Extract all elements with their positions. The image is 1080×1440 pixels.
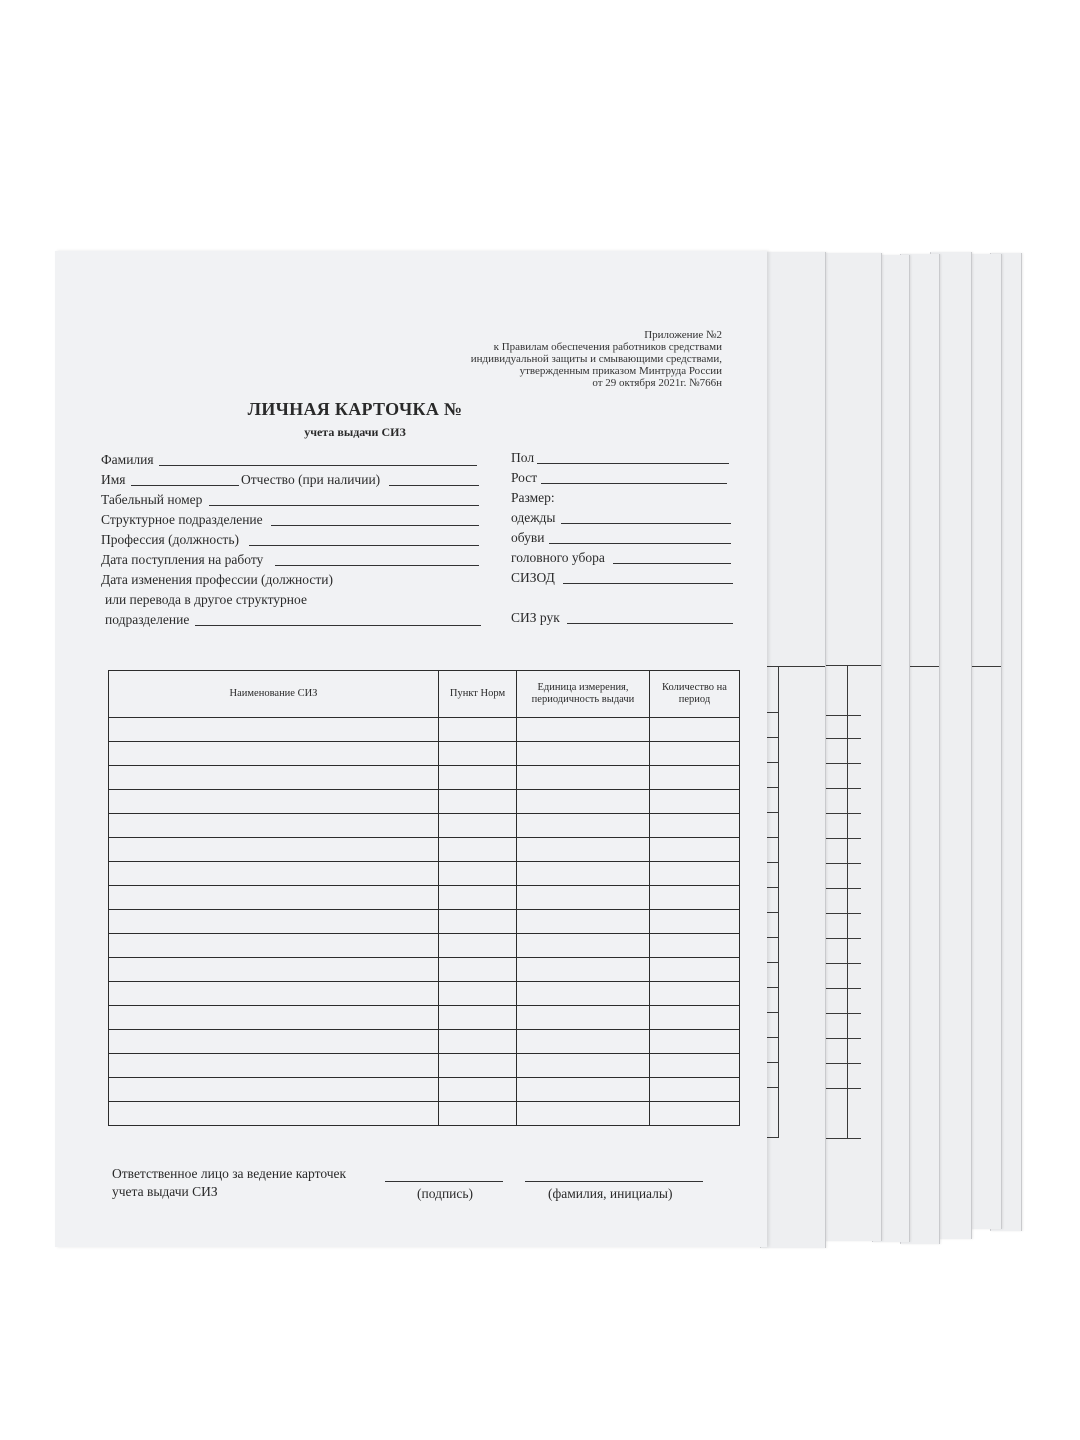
table-cell[interactable] <box>109 1054 439 1078</box>
headwear-size-label: головного убора <box>511 550 605 565</box>
table-row <box>109 1102 740 1126</box>
shoe-size-line[interactable] <box>549 543 731 544</box>
table-cell[interactable] <box>517 718 650 742</box>
table-cell[interactable] <box>439 1078 517 1102</box>
patronymic-label: Отчество (при наличии) <box>241 472 381 487</box>
table-row <box>109 766 740 790</box>
table-cell[interactable] <box>650 1078 740 1102</box>
table-cell[interactable] <box>109 934 439 958</box>
table-cell[interactable] <box>439 958 517 982</box>
height-line[interactable] <box>541 483 727 484</box>
table-cell[interactable] <box>109 1006 439 1030</box>
appendix-line: от 29 октября 2021г. №766н <box>592 377 722 389</box>
profession-line[interactable] <box>249 545 479 546</box>
table-cell[interactable] <box>517 1006 650 1030</box>
table-row <box>109 886 740 910</box>
table-cell[interactable] <box>109 718 439 742</box>
stack-sheet <box>820 253 882 1241</box>
table-cell[interactable] <box>439 862 517 886</box>
table-cell[interactable] <box>439 790 517 814</box>
table-cell[interactable] <box>109 790 439 814</box>
table-cell[interactable] <box>109 1102 439 1126</box>
name-initials-caption: (фамилия, инициалы) <box>548 1186 673 1201</box>
table-cell[interactable] <box>517 886 650 910</box>
table-row <box>109 1078 740 1102</box>
clothing-size-label: одежды <box>511 510 556 525</box>
table-cell[interactable] <box>517 790 650 814</box>
table-cell[interactable] <box>109 766 439 790</box>
table-cell[interactable] <box>650 862 740 886</box>
change-date-label-2: или перевода в другое структурное <box>105 592 307 607</box>
responsible-label-2: учета выдачи СИЗ <box>112 1184 218 1199</box>
responsible-label: Ответственное лицо за ведение карточек <box>112 1166 347 1181</box>
change-date-label: Дата изменения профессии (должности) <box>101 572 333 587</box>
name-initials-line[interactable] <box>525 1181 703 1182</box>
table-cell[interactable] <box>439 742 517 766</box>
table-row <box>109 742 740 766</box>
hand-ppe-label: СИЗ рук <box>511 610 560 625</box>
table-cell[interactable] <box>650 790 740 814</box>
table-cell[interactable] <box>650 1006 740 1030</box>
table-row <box>109 718 740 742</box>
appendix-header <box>471 329 722 389</box>
table-cell[interactable] <box>517 814 650 838</box>
table-cell[interactable] <box>439 1054 517 1078</box>
table-cell[interactable] <box>517 1054 650 1078</box>
sex-line[interactable] <box>537 463 729 464</box>
table-header-row <box>109 671 740 718</box>
table-row <box>109 1006 740 1030</box>
table-cell[interactable] <box>650 742 740 766</box>
card-subtitle: учета выдачи СИЗ <box>304 425 406 439</box>
table-row <box>109 910 740 934</box>
table-cell[interactable] <box>439 934 517 958</box>
tab-number-line[interactable] <box>209 505 479 506</box>
table-cell[interactable] <box>439 814 517 838</box>
table-cell[interactable] <box>109 814 439 838</box>
table-cell[interactable] <box>650 766 740 790</box>
signature-caption: (подпись) <box>417 1186 474 1201</box>
change-date-label-3: подразделение <box>105 612 190 627</box>
table-cell[interactable] <box>109 886 439 910</box>
name-line[interactable] <box>131 485 239 486</box>
name-label: Имя <box>101 472 126 487</box>
table-body <box>109 718 740 1126</box>
table-cell[interactable] <box>650 718 740 742</box>
appendix-line: Приложение №2 <box>644 329 722 341</box>
table-cell[interactable] <box>439 838 517 862</box>
headwear-size-line[interactable] <box>613 563 731 564</box>
table-cell[interactable] <box>517 742 650 766</box>
table-cell[interactable] <box>439 910 517 934</box>
table-cell[interactable] <box>650 982 740 1006</box>
sizod-line[interactable] <box>563 583 733 584</box>
table-cell[interactable] <box>109 982 439 1006</box>
table-cell[interactable] <box>109 910 439 934</box>
height-label: Рост <box>511 470 538 485</box>
table-cell[interactable] <box>517 1102 650 1126</box>
table-cell[interactable] <box>650 934 740 958</box>
change-department-line[interactable] <box>195 625 481 626</box>
table-cell[interactable] <box>517 838 650 862</box>
department-label: Структурное подразделение <box>101 512 263 527</box>
table-cell[interactable] <box>650 1054 740 1078</box>
table-cell[interactable] <box>650 1102 740 1126</box>
table-row <box>109 934 740 958</box>
table-row <box>109 1054 740 1078</box>
hire-date-line[interactable] <box>275 565 479 566</box>
surname-label: Фамилия <box>101 452 154 467</box>
table-cell[interactable] <box>517 910 650 934</box>
table-cell[interactable] <box>109 742 439 766</box>
table-cell[interactable] <box>650 958 740 982</box>
appendix-line: индивидуальной защиты и смывающими средствами, <box>470 353 722 365</box>
table-cell[interactable] <box>109 958 439 982</box>
table-cell[interactable] <box>517 982 650 1006</box>
table-cell[interactable] <box>439 718 517 742</box>
col-header-unit-period: Единица измерения, периодичность выдачи <box>517 671 650 718</box>
patronymic-line[interactable] <box>389 485 479 486</box>
table-row <box>109 1030 740 1054</box>
table-cell[interactable] <box>439 1102 517 1126</box>
table-cell[interactable] <box>109 1078 439 1102</box>
sex-label: Пол <box>511 450 535 465</box>
table-cell[interactable] <box>439 1030 517 1054</box>
col-header-quantity: Количество на период <box>650 671 740 718</box>
signature-line[interactable] <box>385 1181 503 1182</box>
table-cell[interactable] <box>517 862 650 886</box>
surname-line[interactable] <box>159 465 477 466</box>
table-cell[interactable] <box>109 1030 439 1054</box>
table-row <box>109 982 740 1006</box>
appendix-line: к Правилам обеспечения работников средствами <box>493 341 722 353</box>
hire-date-label: Дата поступления на работу <box>101 552 264 567</box>
table-cell[interactable] <box>517 1030 650 1054</box>
table-cell[interactable] <box>517 958 650 982</box>
table-cell[interactable] <box>650 1030 740 1054</box>
stack-sheet <box>760 252 826 1248</box>
size-label: Размер: <box>511 490 555 505</box>
table-cell[interactable] <box>439 982 517 1006</box>
table-cell[interactable] <box>650 838 740 862</box>
ppe-card-sheet <box>55 251 767 1247</box>
table-row <box>109 814 740 838</box>
table-row <box>109 862 740 886</box>
table-cell[interactable] <box>109 838 439 862</box>
table-cell[interactable] <box>109 862 439 886</box>
appendix-line: утвержденным приказом Минтруда России <box>519 365 722 377</box>
table-cell[interactable] <box>517 766 650 790</box>
table-cell[interactable] <box>439 1006 517 1030</box>
table-cell[interactable] <box>650 910 740 934</box>
col-header-ppe-name: Наименование СИЗ <box>109 671 439 718</box>
profession-label: Профессия (должность) <box>101 532 239 547</box>
col-header-norm-item: Пункт Норм <box>439 671 517 718</box>
ppe-issue-table <box>108 670 740 1126</box>
table-cell[interactable] <box>650 814 740 838</box>
table-cell[interactable] <box>439 886 517 910</box>
table-cell[interactable] <box>517 1078 650 1102</box>
table-row <box>109 958 740 982</box>
sizod-label: СИЗОД <box>511 570 555 585</box>
table-row <box>109 790 740 814</box>
table-row <box>109 838 740 862</box>
tab-number-label: Табельный номер <box>101 492 203 507</box>
card-title: ЛИЧНАЯ КАРТОЧКА № <box>247 399 463 419</box>
table-cell[interactable] <box>439 766 517 790</box>
table-cell[interactable] <box>517 934 650 958</box>
hand-ppe-line[interactable] <box>567 623 733 624</box>
shoe-size-label: обуви <box>511 530 545 545</box>
table-cell[interactable] <box>650 886 740 910</box>
clothing-size-line[interactable] <box>561 523 731 524</box>
department-line[interactable] <box>271 525 479 526</box>
